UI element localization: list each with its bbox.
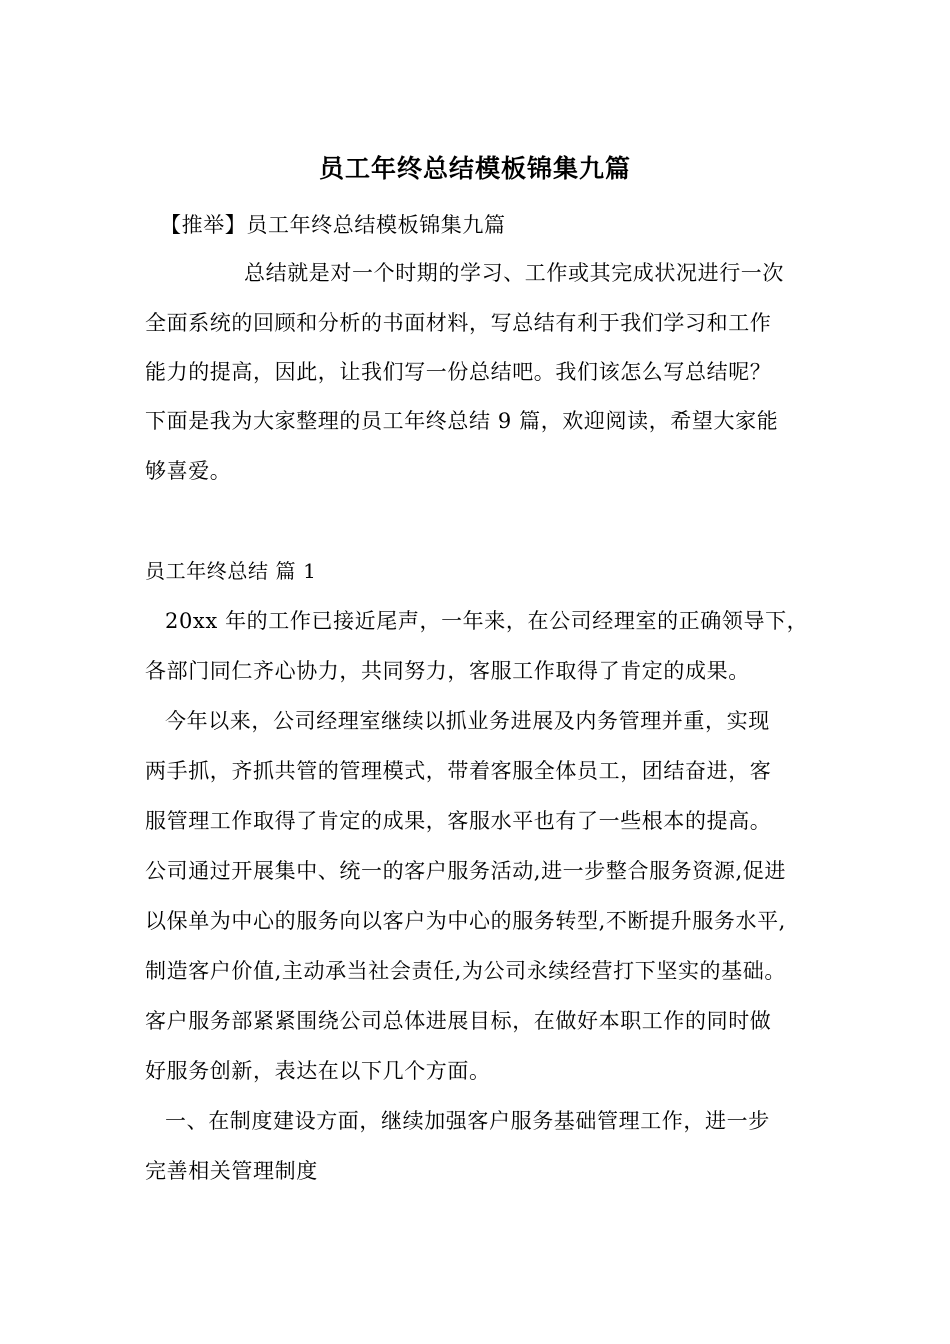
text-line: 制造客户价值,主动承当社会责任,为公司永续经营打下坚实的基础。 [145,959,786,983]
text-line: 完善相关管理制度 [145,1159,318,1183]
text-line: 总结就是对一个时期的学习、工作或其完成状况进行一次 [244,261,784,285]
text-line: 下面是我为大家整理的员工年终总结 9 篇，欢迎阅读，希望大家能 [145,409,779,433]
subtitle-line: 【推举】员工年终总结模板锦集九篇 [160,213,506,237]
text-line: 各部门同仁齐心协力，共同努力，客服工作取得了肯定的成果。 [145,659,750,683]
text-line: 好服务创新，表达在以下几个方面。 [145,1059,491,1083]
document-title: 员工年终总结模板锦集九篇 [318,154,631,183]
text-line: 全面系统的回顾和分析的书面材料，写总结有利于我们学习和工作 [145,311,772,335]
text-line: 够喜爱。 [145,459,232,483]
text-line: 服管理工作取得了肯定的成果，客服水平也有了一些根本的提高。 [145,809,772,833]
section-heading: 员工年终总结 篇 1 [145,559,317,583]
text-line: 客户服务部紧紧围绕公司总体进展目标，在做好本职工作的同时做 [145,1009,772,1033]
text-line: 以保单为中心的服务向以客户为中心的服务转型,不断提升服务水平, [145,909,786,933]
text-line: 能力的提高，因此，让我们写一份总结吧。我们该怎么写总结呢？ [145,360,772,384]
text-line: 一、在制度建设方面，继续加强客户服务基础管理工作，进一步 [165,1109,770,1133]
text-line: 20xx 年的工作已接近尾声，一年来，在公司经理室的正确领导下， [165,609,809,633]
text-line: 公司通过开展集中、统一的客户服务活动,进一步整合服务资源,促进 [145,859,786,883]
text-line: 两手抓，齐抓共管的管理模式，带着客服全体员工，团结奋进，客 [145,759,772,783]
text-line: 今年以来，公司经理室继续以抓业务进展及内务管理并重，实现 [165,709,770,733]
